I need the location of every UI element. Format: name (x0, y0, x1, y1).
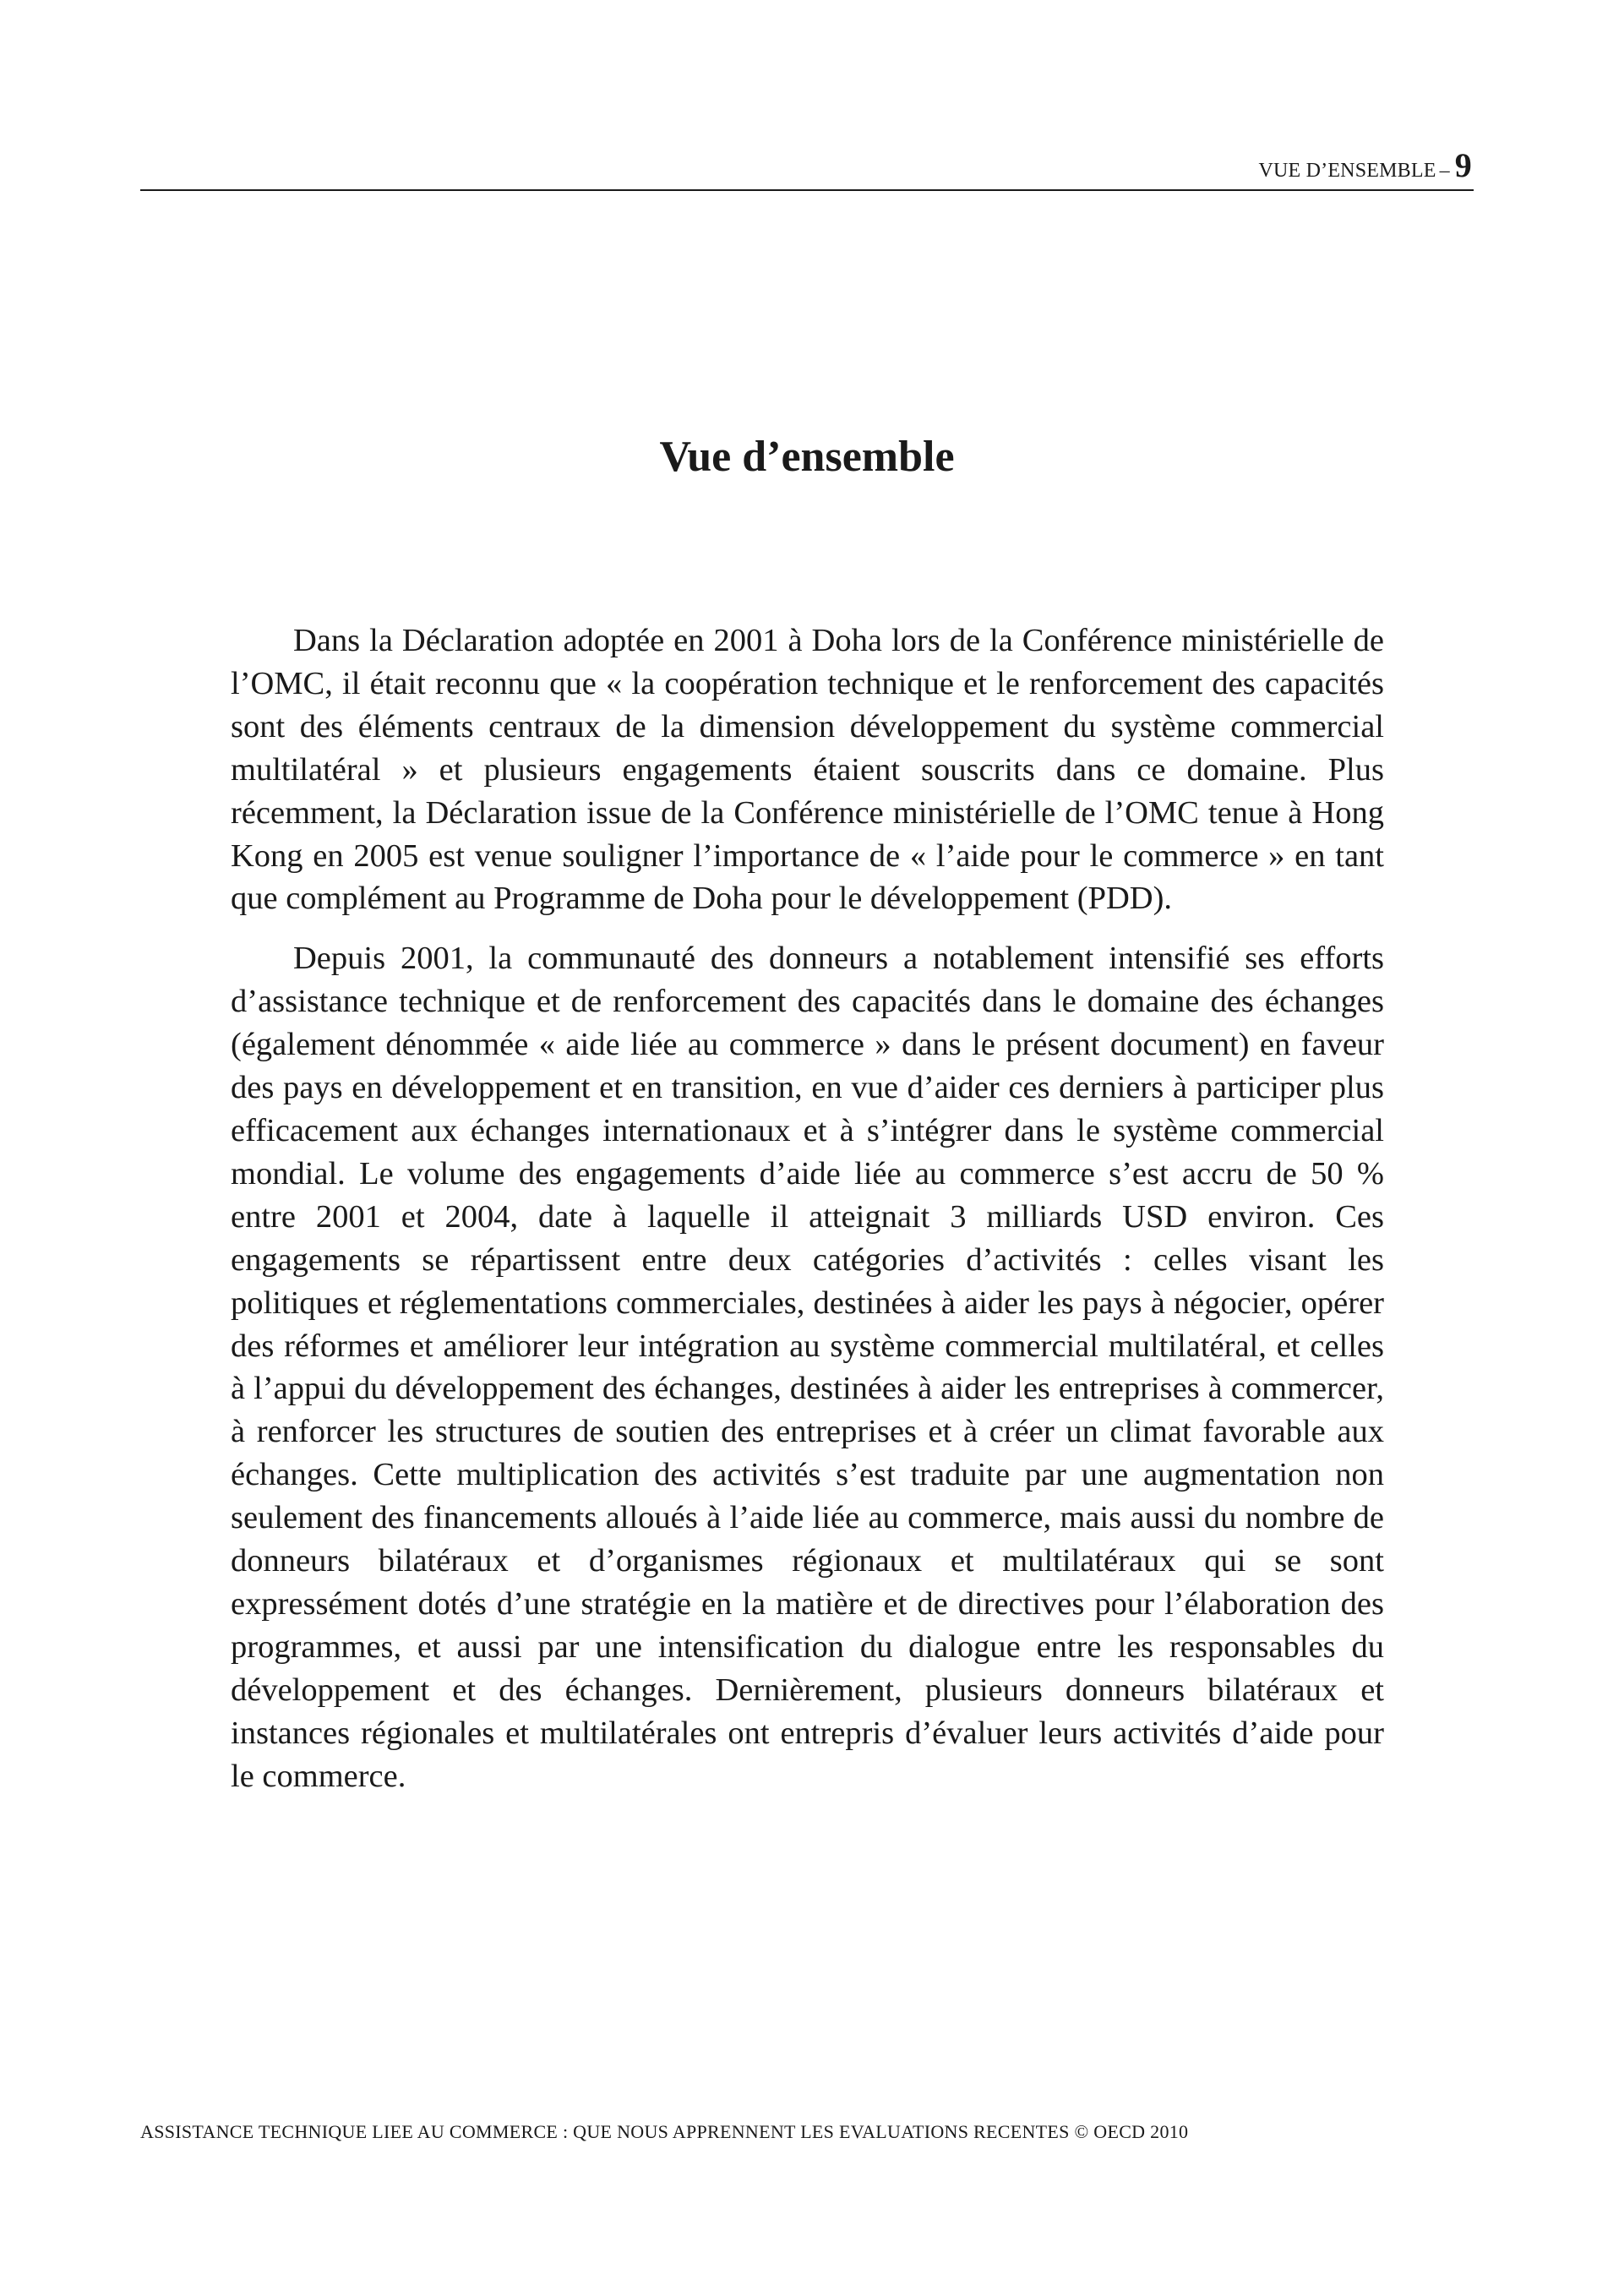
running-header-text (1258, 146, 1472, 184)
paragraph-2: Depuis 2001, la communauté des donneurs a notablement intensifié ses efforts d’assistance technique et de renforcement des capacités dans le domaine des échanges (également dénommée « aide liée au commerce » dans le présent document) en faveur des pays en développement et en transition, en vue d’aider ces derniers à participer plus efficacement aux échanges internationaux et à s’intégrer dans le système commercial mondial. Le volume des engagements d’aide liée au commerce s’est accru de 50 % entre 2001 et 2004, date à laquelle il atteignait 3 milliards USD environ. Ces engagements se répartissent entre deux catégories d’activités : celles visant les politiques et réglementations commerciales, destinées à aider les pays à négocier, opérer des réformes et améliorer leur intégration au système commercial multilatéral, et celles à l’appui du développement des échanges, destinées à aider les entreprises à commercer, à renforcer les structures de soutien des entreprises et à créer un climat favorable aux échanges. Cette multiplication des activités s’est traduite par une augmentation non seulement des financements alloués à l’aide liée au commerce, mais aussi du nombre de donneurs bilatéraux et d’organismes régionaux et multilatéraux qui se sont expressément dotés d’une stratégie en la matière et de directives pour l’élaboration des programmes, et aussi par une intensification du dialogue entre les responsables du développement et des échanges. Dernièrement, plusieurs donneurs bilatéraux et instances régionales et multilatérales ont entrepris d’évaluer leurs activités d’aide pour le commerce. (231, 941, 1384, 1794)
paragraph-1: Dans la Déclaration adoptée en 2001 à Doha lors de la Conférence ministérielle de l’OMC, il était reconnu que « la coopération technique et le renforcement des capacités sont des éléments centraux de la dimension développement du système commercial multilatéral » et plusieurs engagements étaient souscrits dans ce domaine. Plus récemment, la Déclaration issue de la Conférence ministérielle de l’OMC tenue à Hong Kong en 2005 est venue souligner l’importance de « l’aide pour le commerce » en tant que complément au Programme de Doha pour le développement (PDD). (231, 623, 1384, 917)
chapter-title: Vue d’ensemble (659, 433, 955, 481)
body-text (231, 619, 1384, 1814)
page-number: 9 (1454, 146, 1472, 184)
running-footer: ASSISTANCE TECHNIQUE LIEE AU COMMERCE : QUE NOUS APPRENNENT LES EVALUATIONS RECENTES © OECD 2010 (140, 2121, 1189, 2142)
header-separator: – (1439, 160, 1450, 182)
running-header (140, 142, 1474, 191)
header-section-label: VUE D’ENSEMBLE (1258, 160, 1436, 182)
